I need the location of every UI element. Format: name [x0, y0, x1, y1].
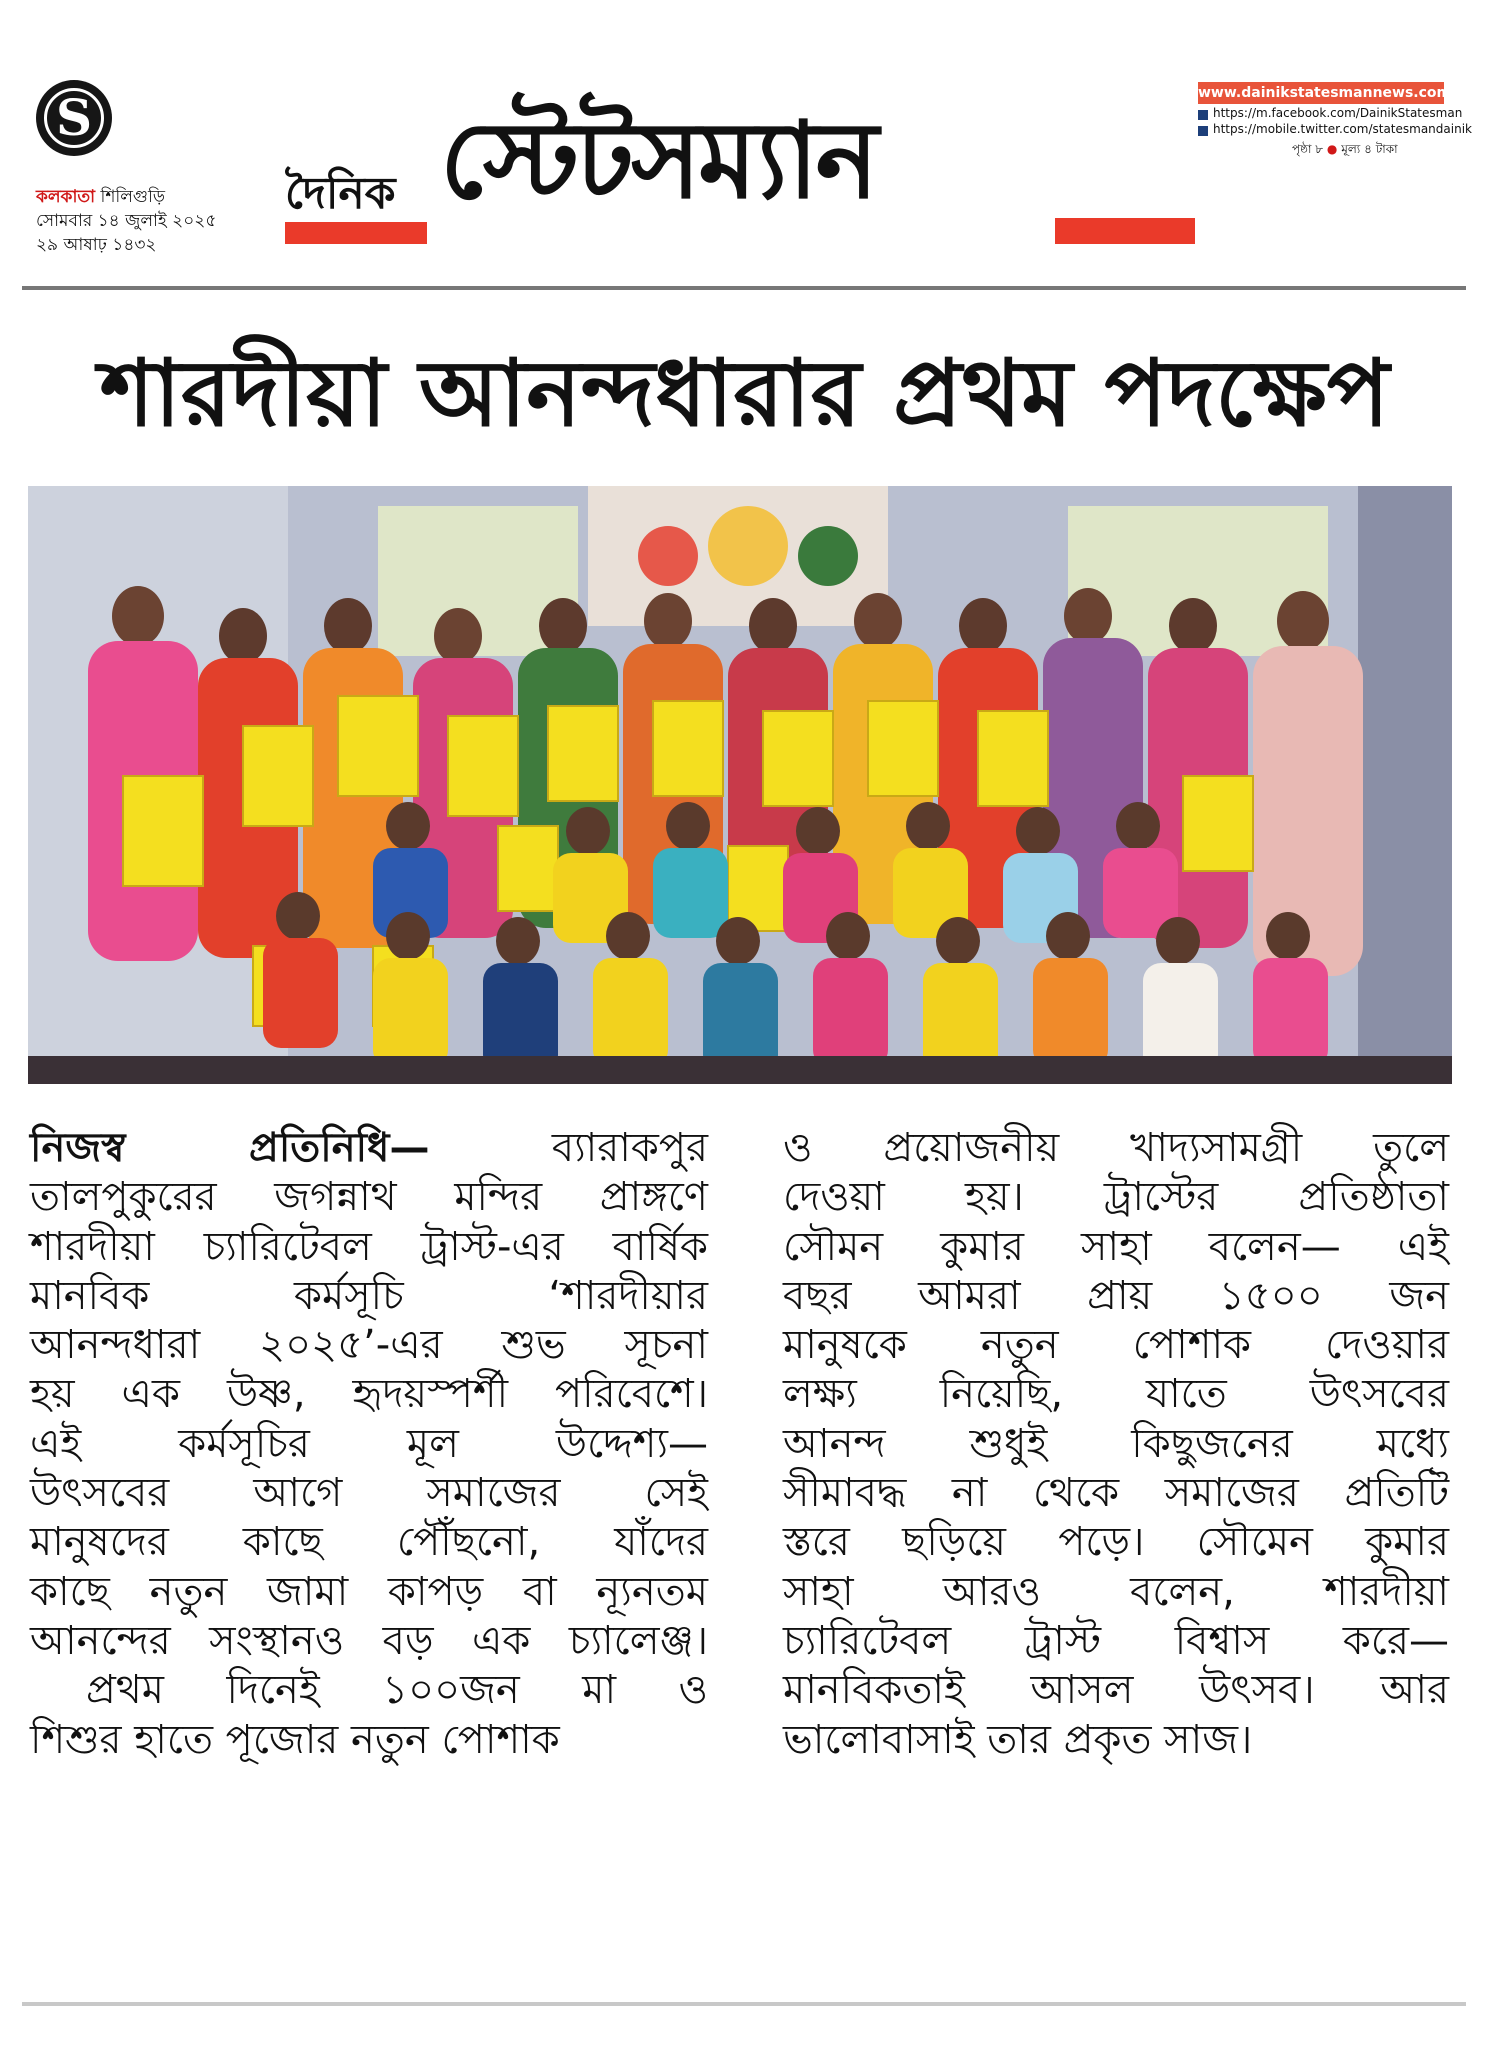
article-line: সাহা আরও বলেন, শারদীয়া	[783, 1568, 1449, 1615]
article-line: মানুষদের কাছে পৌঁছনো, যাঁদের	[30, 1519, 708, 1566]
facebook-icon	[1198, 110, 1208, 120]
article-line: উৎসবের আগে সমাজের সেই	[30, 1470, 708, 1517]
edition-city-primary: কলকাতা	[36, 187, 96, 207]
article-byline: নিজস্ব প্রতিনিধি—	[30, 1125, 430, 1171]
article-line: স্তরে ছড়িয়ে পড়ে। সৌমেন কুমার	[783, 1519, 1449, 1566]
article-line: আনন্দধারা ২০২৫’-এর শুভ সূচনা	[30, 1322, 708, 1369]
article-line: সীমাবদ্ধ না থেকে সমাজের প্রতিটি	[783, 1470, 1449, 1517]
article-line: আনন্দ শুধুই কিছুজনের মধ্যে	[783, 1420, 1449, 1467]
price: মূল্য ৪ টাকা	[1341, 142, 1398, 156]
logo-letter: S	[55, 88, 93, 147]
brand-name: স্টেটসম্যান	[440, 99, 876, 222]
article-line: শিশুর হাতে পূজোর নতুন পোশাক	[30, 1716, 560, 1763]
masthead-rule	[22, 286, 1466, 290]
bengali-date: ২৯ আষাঢ় ১৪৩২	[36, 235, 157, 255]
edition-city-secondary: শিলিগুড়ি	[100, 187, 166, 207]
article-line: মানবিক কর্মসূচি ‘শারদীয়ার	[30, 1272, 708, 1319]
website-banner[interactable]: www.dainikstatesmannews.com	[1198, 82, 1444, 104]
brand-accent-bar-left	[285, 222, 427, 244]
brand-prefix: দৈনিক	[285, 168, 396, 219]
article-line: এই কর্মসূচির মূল উদ্দেশ্য—	[30, 1420, 708, 1467]
article-line: তালপুকুরের জগন্নাথ মন্দির প্রাঙ্গণে	[30, 1174, 708, 1221]
article-line: মানবিকতাই আসল উৎসব। আর	[783, 1667, 1449, 1714]
page-price-info	[1292, 141, 1398, 161]
bottom-rule	[22, 2002, 1466, 2006]
article-line: দেওয়া হয়। ট্রাস্টের প্রতিষ্ঠাতা	[783, 1174, 1449, 1221]
article-column-right	[783, 1124, 1449, 1765]
issue-date: সোমবার ১৪ জুলাই ২০২৫	[36, 211, 217, 231]
article-line: ও প্রয়োজনীয় খাদ্যসামগ্রী তুলে	[783, 1125, 1449, 1171]
article-line: কাছে নতুন জামা কাপড় বা ন্যূনতম	[30, 1568, 708, 1615]
article-line: শারদীয়া চ্যারিটেবল ট্রাস্ট-এর বার্ষিক	[30, 1223, 708, 1270]
statesman-logo	[36, 80, 112, 156]
brand-accent-bar-right	[1055, 218, 1195, 244]
twitter-link[interactable]: https://mobile.twitter.com/statesmandainik	[1213, 122, 1472, 136]
article-line: সৌমন কুমার সাহা বলেন— এই	[783, 1223, 1449, 1270]
article-line: লক্ষ্য নিয়েছি, যাতে উৎসবের	[783, 1371, 1449, 1418]
article-headline: শারদীয়া আনন্দধারার প্রথম পদক্ষেপ	[99, 340, 1390, 447]
article-line: হয় এক উষ্ণ, হৃদয়স্পর্শী পরিবেশে।	[30, 1371, 708, 1418]
twitter-icon	[1198, 126, 1208, 136]
article-line: বছর আমরা প্রায় ১৫০০ জন	[783, 1272, 1449, 1319]
facebook-link[interactable]: https://m.facebook.com/DainikStatesman	[1213, 106, 1463, 120]
group-photo	[28, 486, 1452, 1084]
article-line: আনন্দের সংস্থানও বড় এক চ্যালেঞ্জ।	[30, 1617, 708, 1664]
article-column-left	[30, 1124, 708, 1765]
page-count: পৃষ্ঠা ৮	[1292, 142, 1324, 156]
article-line: নিজস্ব প্রতিনিধি— ব্যারাকপুর	[30, 1125, 709, 1171]
article-line: চ্যারিটেবল ট্রাস্ট বিশ্বাস করে—	[783, 1617, 1449, 1664]
article-line: প্রথম দিনেই ১০০জন মা ও	[86, 1667, 708, 1714]
article-line: মানুষকে নতুন পোশাক দেওয়ার	[783, 1322, 1449, 1369]
article-line: ভালোবাসাই তার প্রকৃত সাজ।	[783, 1716, 1253, 1763]
separator-dot: ●	[1326, 142, 1338, 156]
